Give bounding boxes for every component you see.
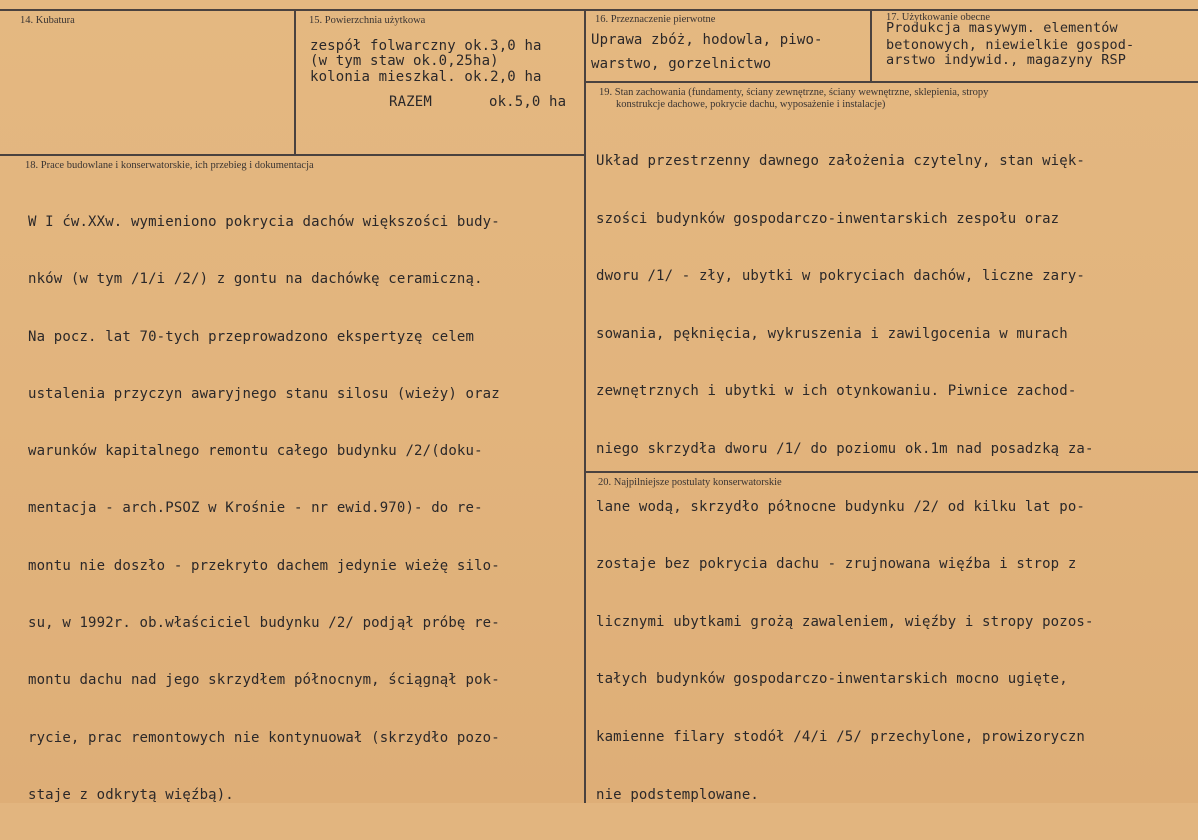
field-15-label: 15. Powierzchnia użytkowa (309, 15, 426, 26)
field-15-total-value: ok.5,0 ha (489, 94, 567, 110)
field-19-line: zostaje bez pokrycia dachu - zrujnowana więźba i strop z (596, 556, 1077, 573)
field-19-line: sowania, pęknięcia, wykruszenia i zawilgocenia w murach (596, 325, 1068, 342)
field-17-line-1: Produkcja masywym. elementów (886, 20, 1118, 36)
field-19-line: lane wodą, skrzydło północne budynku /2/ od kilku lat po- (596, 498, 1085, 515)
field-18-line: ustalenia przyczyn awaryjnego stanu silosu (wieży) oraz (28, 385, 500, 402)
field-15-line-2: (w tym staw ok.0,25ha) (310, 53, 499, 69)
divider-col (584, 9, 586, 803)
field-16-line-1: Uprawa zbóż, hodowla, piwo- (591, 32, 823, 48)
field-19-label-line-1: 19. Stan zachowania (fundamenty, ściany zewnętrzne, ściany wewnętrzne, sklepienia, stropy (599, 87, 989, 98)
field-18-line: warunków kapitalnego remontu całego budynku /2/(doku- (28, 443, 483, 460)
field-19-line: zewnętrznych i ubytki w ich otynkowaniu. Piwnice zachod- (596, 383, 1077, 400)
field-19-label-line-2: konstrukcje dachowe, pokrycie dachu, wyposażenie i instalacje) (616, 99, 886, 110)
field-18-text (28, 178, 500, 840)
divider-16-17 (870, 9, 872, 82)
field-19-line: dworu /1/ - zły, ubytki w pokryciach dachów, liczne zary- (596, 268, 1085, 285)
field-18-label: 18. Prace budowlane i konserwatorskie, ich przebieg i dokumentacja (25, 160, 314, 171)
field-18-line: nków (w tym /1/i /2/) z gontu na dachówkę ceramiczną. (28, 271, 483, 288)
field-17-label: 17. Użytkowanie obecne (886, 12, 991, 23)
field-18-line: mentacja - arch.PSOZ w Krośnie - nr ewid.970)- do re- (28, 500, 483, 517)
field-19-line: nie podstemplowane. (596, 786, 759, 803)
field-15-line-1: zespół folwarczny ok.3,0 ha (310, 38, 542, 54)
top-border (0, 9, 1198, 11)
divider-16-19 (584, 81, 1198, 83)
field-18-line: W I ćw.XXw. wymieniono pokrycia dachów większości budy- (28, 214, 500, 230)
field-20-label: 20. Najpilniejsze postulaty konserwatorskie (598, 477, 782, 488)
field-16-label: 16. Przeznaczenie pierwotne (595, 14, 716, 25)
field-18-line: Na pocz. lat 70-tych przeprowadzono ekspertyzę celem (28, 328, 475, 345)
field-18-line: montu dachu nad jego skrzydłem północnym, ściągnął pok- (28, 672, 500, 689)
field-18-line: rycie, prac remontowych nie kontynuował (skrzydło pozo- (28, 729, 500, 746)
field-19-line: tałych budynków gospodarczo-inwentarskich mocno ugięte, (596, 671, 1068, 688)
divider-14-18 (0, 154, 586, 156)
field-19-line: szości budynków gospodarczo-inwentarskich zespołu oraz (596, 210, 1060, 227)
divider-14-15 (294, 9, 296, 154)
field-19-line: Układ przestrzenny dawnego założenia czytelny, stan więk- (596, 153, 1085, 169)
field-19-line: kamienne filary stodół /4/i /5/ przechylone, prowizoryczn (596, 728, 1085, 745)
field-18-line: su, w 1992r. ob.właściciel budynku /2/ podjął próbę re- (28, 615, 500, 632)
field-18-line: staje z odkrytą więźbą). (28, 786, 234, 803)
field-15-total-label: RAZEM (389, 94, 432, 110)
field-19-line: licznymi ubytkami grożą zawaleniem, więźby i stropy pozos- (596, 613, 1094, 630)
field-14-label: 14. Kubatura (20, 15, 75, 26)
field-19-line: niego skrzydła dworu /1/ do poziomu ok.1m nad posadzką za- (596, 440, 1094, 457)
field-16-line-2: warstwo, gorzelnictwo (591, 56, 772, 72)
field-18-line: montu nie doszło - przekryto dachem jedynie wieżę silo- (28, 557, 500, 574)
field-17-line-2: betonowych, niewielkie gospod- (886, 37, 1135, 53)
field-17-line-3: arstwo indywid., magazyny RSP (886, 52, 1127, 68)
field-15-line-3: kolonia mieszkal. ok.2,0 ha (310, 69, 542, 85)
